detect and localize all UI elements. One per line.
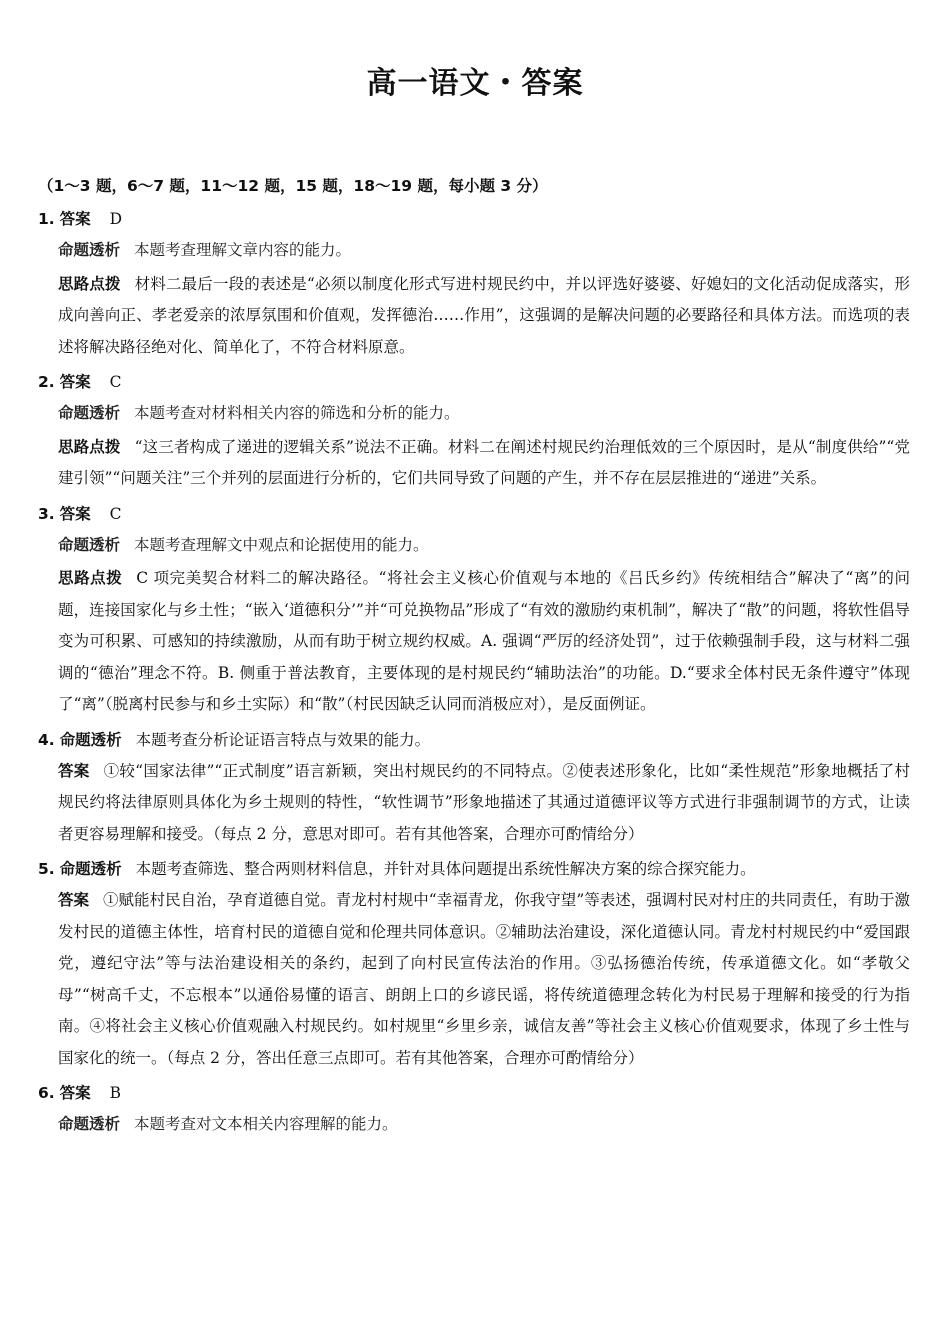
question-1-analysis [38,235,910,267]
analysis-text: 本题考查分析论证语言特点与效果的能力。 [135,730,431,749]
answer-value: C [109,504,122,523]
hint-text: “这三者构成了递进的逻辑关系”说法不正确。材料二在阐述村规民约治理低效的三个原因时，是从“制度供给”“党建引领”“问题关注”三个并列的层面进行分析的，它们共同导致了问题的产生，并不存在层层推进的“递进”关系。 [58,437,910,487]
hint-text: 材料二最后一段的表述是“必须以制度化形式写进村规民约中，并以评选好婆婆、好媳妇的文化活动促成落实，形成向善向正、孝老爱亲的浓厚氛围和价值观，发挥德治……作用”，这强调的是解决问题的必要路径和具体方法。而选项的表述将解决路径绝对化、简单化了，不符合材料原意。 [58,274,910,356]
analysis-label: 命题透析 [58,404,121,422]
answer-value: C [109,373,122,391]
analysis-text: 本题考查对文本相关内容理解的能力。 [134,1115,398,1133]
question-5-analysis [38,855,910,883]
answer-value: D [109,210,123,228]
answer-text: ①较“国家法律”“正式制度”语言新颖，突出村规民约的不同特点。②使表述形象化，比如“柔性规范”形象地概括了村规民约将法律原则具体化为乡土规则的特性，“软性调节”形象地描述了其通过道德评议等方式进行非强制调节的方式，让读者更容易理解和接受。（每点 2 分，意思对即可。若有其他答案，合理亦可酌情给分） [58,761,910,843]
analysis-label: 命题透析 [58,1115,121,1133]
question-number: 6. [38,1084,55,1102]
hint-label: 思路点拨 [58,569,123,587]
question-2-hint [38,432,910,495]
question-4-analysis [38,726,910,754]
question-number: 4. [38,730,55,749]
analysis-text: 本题考查理解文中观点和论据使用的能力。 [134,535,429,554]
question-6-analysis [38,1109,910,1141]
question-5-answer [38,885,910,1074]
answer-label: 答案 [59,373,91,391]
question-3-hint [38,563,910,721]
question-3-analysis [38,530,910,562]
question-4-answer [38,756,910,851]
question-3-answer [38,500,910,528]
answer-label: 答案 [58,891,90,909]
question-2-analysis [38,398,910,430]
hint-label: 思路点拨 [58,274,121,293]
answer-value: B [109,1084,121,1102]
question-6-answer [38,1079,910,1107]
question-number: 1. [38,210,55,228]
analysis-label: 命题透析 [59,860,122,878]
answer-content [38,172,910,1141]
question-2-answer [38,368,910,396]
hint-text: C 项完美契合材料二的解决路径。“将社会主义核心价值观与本地的《吕氏乡约》传统相结合”解决了“离”的问题，连接国家化与乡土性；“嵌入‘道德积分’”并“可兑换物品”形成了“有效的激励约束机制”，解决了“散”的问题，将软性倡导变为可积累、可感知的持续激励，从而有助于树立规约权威。A. 强调“严厉的经济处罚”，过于依赖强制手段，这与材料二强调的“德治”理念不符。B. 侧重于普法教育，主要体现的是村规民约“辅助法治”的功能。D.“要求全体村民无条件遵守”体现了“离”（脱离村民参与和乡土实际）和“散”（村民因缺乏认同而消极应对），是反面例证。 [58,569,910,713]
answer-label: 答案 [59,210,91,228]
answer-label: 答案 [59,1084,91,1102]
analysis-text: 本题考查对材料相关内容的筛选和分析的能力。 [134,404,460,422]
question-number: 5. [38,860,55,878]
hint-label: 思路点拨 [58,437,121,456]
question-1-answer [38,205,910,233]
answer-label: 答案 [58,761,90,780]
analysis-label: 命题透析 [58,241,121,259]
scoring-note: （1～3 题，6～7 题，11～12 题，15 题，18～19 题，每小题 3 分） [38,177,548,195]
analysis-label: 命题透析 [59,730,122,749]
page-title: 高一语文・答案 [366,66,584,101]
question-number: 2. [38,373,55,391]
answer-label: 答案 [59,504,91,523]
analysis-label: 命题透析 [58,535,121,554]
question-number: 3. [38,504,55,523]
analysis-text: 本题考查理解文章内容的能力。 [134,241,352,259]
answer-text: ①赋能村民自治，孕育道德自觉。青龙村村规中“幸福青龙，你我守望”等表述，强调村民对村庄的共同责任，有助于激发村民的道德主体性，培育村民的道德自觉和伦理共同体意识。②辅助法治建设，深化道德认同。青龙村村规民约中“爱国跟党，遵纪守法”等与法治建设相关的条约，起到了向村民宣传法治的作用。③弘扬德治传统，传承道德文化。如“孝敬父母”“树高千丈，不忘根本”以通俗易懂的语言、朗朗上口的乡谚民谣，将传统道德理念转化为村民易于理解和接受的行为指南。④将社会主义核心价值观融入村规民约。如村规里“乡里乡亲，诚信友善”等社会主义核心价值观要求，体现了乡土性与国家化的统一。（每点 2 分，答出任意三点即可。若有其他答案，合理亦可酌情给分） [58,891,910,1067]
analysis-text: 本题考查筛选、整合两则材料信息，并针对具体问题提出系统性解决方案的综合探究能力。 [135,860,756,878]
question-1-hint [38,269,910,364]
